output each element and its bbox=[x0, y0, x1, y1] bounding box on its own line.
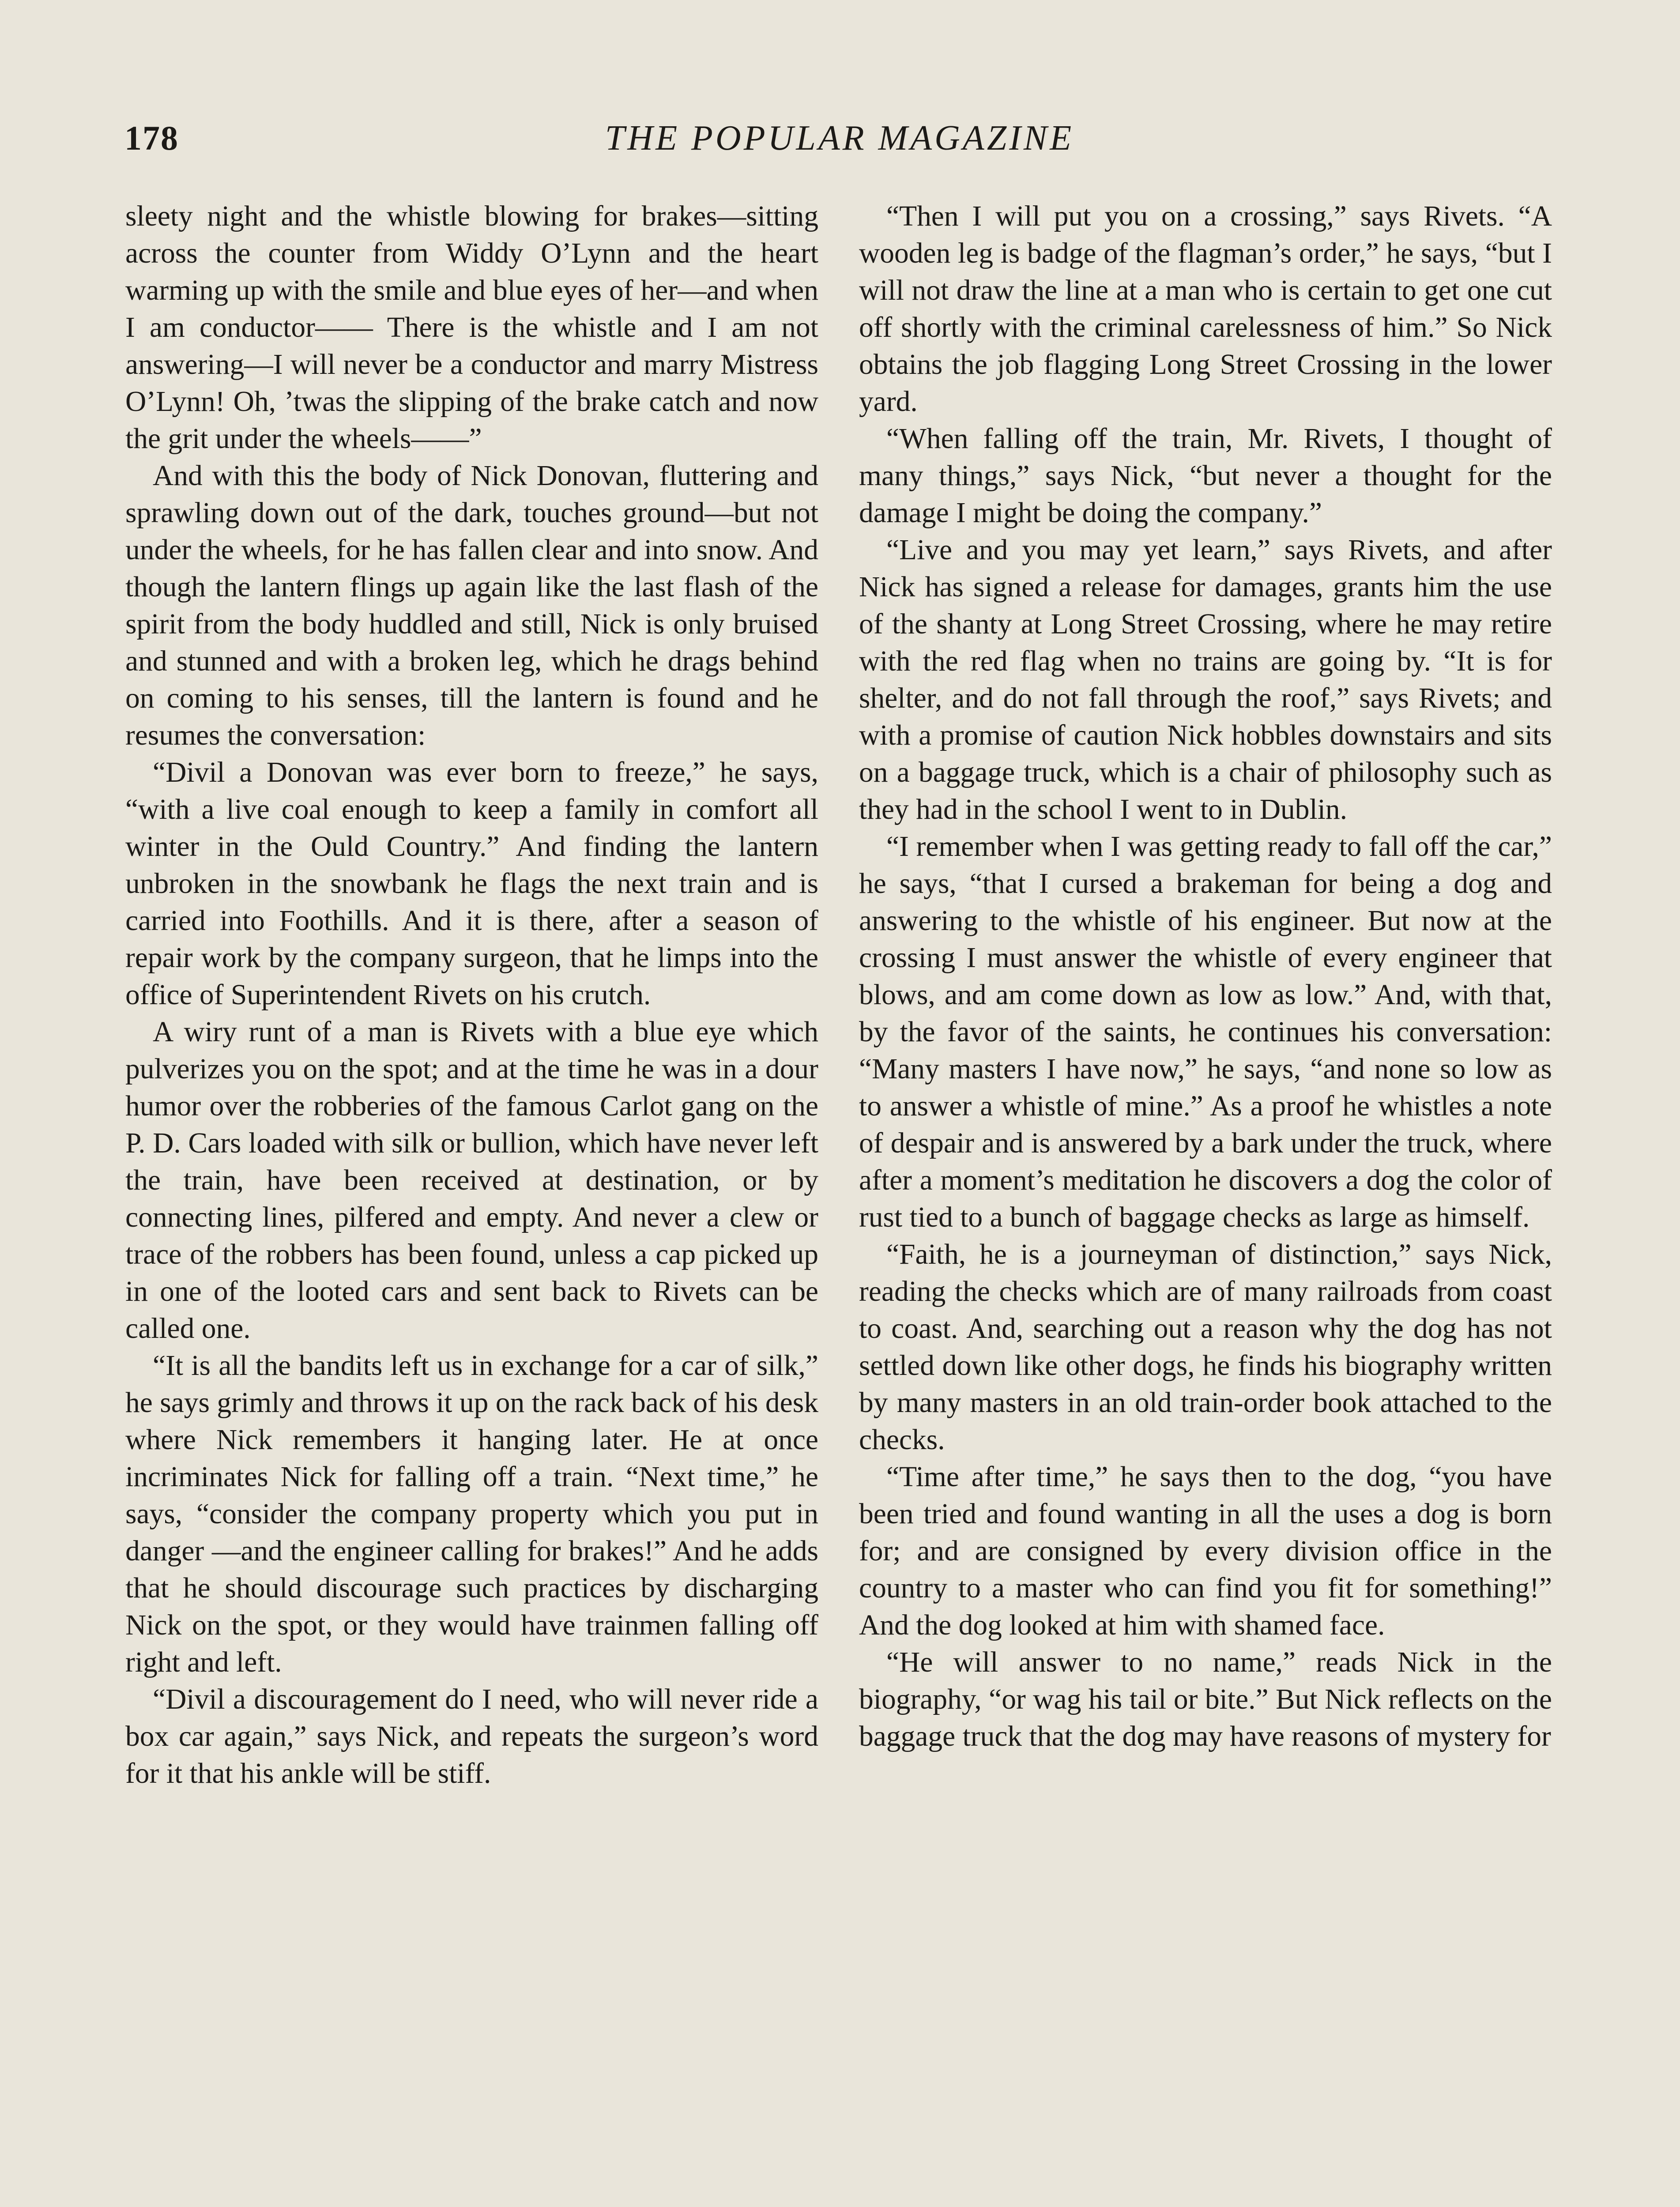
paragraph: “Time after time,” he says then to the dog, “you have been tried and found wanting in all the uses a dog is born for; and are consigned by every division office in the country to a master who can find you fit for something!” And the dog looked at him with shamed face. bbox=[859, 1461, 1552, 1641]
paragraph: “Live and you may yet learn,” says Rivets, and after Nick has signed a release for damages, grants him the use of the shanty at Long Street Crossing, where he may retire with the red flag when no trains are going by. “It is for shelter, and do not fall through the roof,” says Rivets; and with a promise of caution Nick hobbles downstairs and sits on a baggage truck, which is a chair of philosophy such as they had in the school I went to in Dublin. bbox=[859, 534, 1552, 825]
running-title: THE POPULAR MAGAZINE bbox=[605, 119, 1074, 158]
page-header bbox=[124, 118, 1555, 167]
paragraph: “When falling off the train, Mr. Rivets, I thought of many things,” says Nick, “but never a thought for the damage I might be doing the company.” bbox=[859, 423, 1552, 529]
paragraph: A wiry runt of a man is Rivets with a blue eye which pulverizes you on the spot; and at the time he was in a dour humor over the robberies of the famous Carlot gang on the P. D. Cars loaded with silk or bullion, which have never left the train, have been received at destination, or by connecting lines, pilfered and empty. And never a clew or trace of the robbers has been found, unless a cap picked up in one of the looted cars and sent back to Rivets can be called one. bbox=[125, 1016, 818, 1345]
paragraph: “I remember when I was getting ready to fall off the car,” he says, “that I cursed a brakeman for being a dog and answering to the whistle of his engineer. But now at the crossing I must answer the whistle of every engineer that blows, and am come down as low as low.” And, with that, by the favor of the saints, he continues his conversation: “Many masters I have now,” he says, “and none so low as to answer a whistle of mine.” As a proof he whistles a note of despair and is answered by a bark under the truck, where after a moment’s meditation he discovers a dog the color of rust tied to a bunch of baggage checks as large as himself. bbox=[859, 831, 1552, 1233]
paragraph: “Faith, he is a journeyman of distinction,” says Nick, reading the checks which are of many railroads from coast to coast. And, searching out a reason why the dog has not settled down like other dogs, he finds his biography written by many masters in an old train-order book attached to the checks. bbox=[859, 1239, 1552, 1456]
paragraph: “Divil a Donovan was ever born to freeze,” he says, “with a live coal enough to keep a family in comfort all winter in the Ould Country.” And finding the lantern unbroken in the snowbank he flags the next train and is carried into Foothills. And it is there, after a season of repair work by the company surgeon, that he limps into the office of Superintendent Rivets on his crutch. bbox=[125, 757, 818, 1011]
page-number: 178 bbox=[124, 119, 179, 157]
paragraph: sleety night and the whistle blowing for brakes—sitting across the counter from Widdy O’Lynn and the heart warming up with the smile and blue eyes of her—and when I am conductor—— There is the whistle and I am not answering—I will never be a conductor and marry Mistress O’Lynn! Oh, ’twas the slipping of the brake catch and now the grit under the wheels——” bbox=[125, 200, 818, 455]
paragraph: “Divil a discouragement do I need, who will never ride a box car again,” says Nick, and repeats the surgeon’s word for it that his ankle will be stiff. bbox=[125, 1683, 818, 1789]
right-text-column bbox=[859, 198, 1552, 2207]
paragraph: And with this the body of Nick Donovan, fluttering and sprawling down out of the dark, touches ground—but not under the wheels, for he has fallen clear and into snow. And though the lantern flings up again like the last flash of the spirit from the body huddled and still, Nick is only bruised and stunned and with a broken leg, which he drags behind on coming to his senses, till the lantern is found and he resumes the conversation: bbox=[125, 460, 818, 751]
paragraph: “Then I will put you on a crossing,” says Rivets. “A wooden leg is badge of the flagman’s order,” he says, “but I will not draw the line at a man who is certain to get one cut off shortly with the criminal carelessness of him.” So Nick obtains the job flagging Long Street Crossing in the lower yard. bbox=[859, 200, 1552, 418]
paragraph: “He will answer to no name,” reads Nick in the biography, “or wag his tail or bite.” But Nick reflects on the baggage truck that the dog may have reasons of mystery for bbox=[859, 1646, 1552, 1752]
paragraph: “It is all the bandits left us in exchange for a car of silk,” he says grimly and throws it up on the rack back of his desk where Nick remembers it hanging later. He at once incriminates Nick for falling off a train. “Next time,” he says, “consider the company property which you put in danger —and the engineer calling for brakes!” And he adds that he should discourage such practices by discharging Nick on the spot, or they would have trainmen falling off right and left. bbox=[125, 1350, 818, 1678]
left-text-column bbox=[125, 198, 818, 2207]
